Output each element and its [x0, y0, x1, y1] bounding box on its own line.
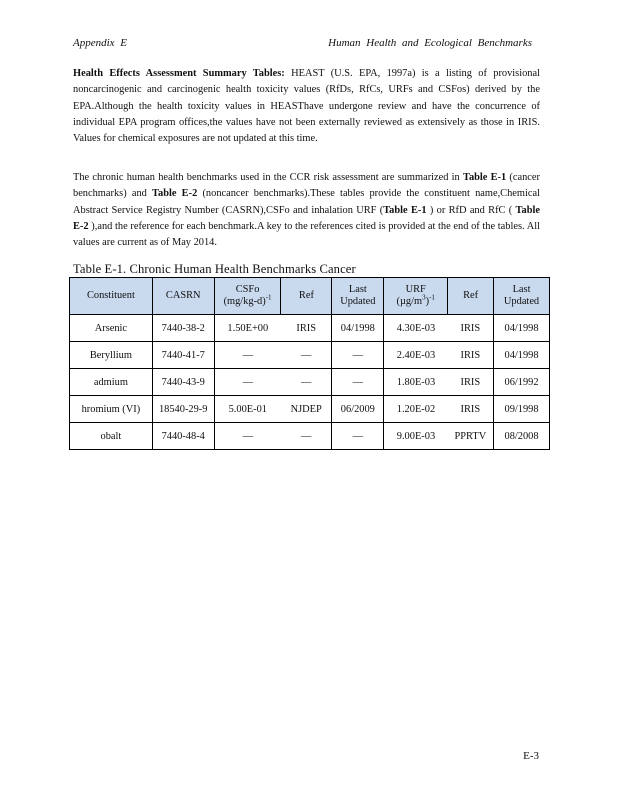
cell-casrn: 7440-38-2 [152, 315, 214, 342]
cell-ref-1: — [281, 342, 332, 369]
cell-csfo: 5.00E-01 [214, 396, 281, 423]
heast-paragraph [73, 66, 540, 147]
cell-ref-1: IRIS [281, 315, 332, 342]
cell-ref-1: — [281, 369, 332, 396]
cancer-benchmarks-table [69, 277, 550, 450]
p2-table-ref-2: Table E-2 [152, 188, 198, 200]
col-last-updated-2: Last Updated [494, 278, 550, 315]
heast-body: HEAST (U.S. EPA, 1997a) is a listing of provisional noncarcinogenic and carcinogenic health toxicity values (RfDs, RfCs, URFs and CSFos) derived by the EPA.Although the health toxicity values in HEASThave undergone review and have the concurrence of individual EPA program offices,the values have not been externally reviewed as extensively as those in IRIS. Values for chemical exposures are not updated at this time. [73, 68, 540, 145]
p2-text-2: (cancer benchmarks) and [73, 172, 540, 200]
col-last-updated-1: Last Updated [332, 278, 384, 315]
cell-ref-1: — [281, 423, 332, 450]
page-number: E-3 [523, 750, 539, 762]
cell-ref-2: IRIS [448, 396, 494, 423]
benchmarks-paragraph [73, 170, 540, 251]
cell-ref-2: IRIS [448, 315, 494, 342]
cell-csfo: — [214, 369, 281, 396]
cell-ref-1: NJDEP [281, 396, 332, 423]
table-row [70, 396, 550, 423]
cell-urf: 9.00E-03 [384, 423, 448, 450]
cell-updated-1: — [332, 342, 384, 369]
cell-csfo: 1.50E+00 [214, 315, 281, 342]
table-row [70, 315, 550, 342]
cell-urf: 1.20E-02 [384, 396, 448, 423]
cell-constituent: obalt [70, 423, 153, 450]
running-header-left: Appendix E [73, 37, 128, 49]
col-ref-1: Ref [281, 278, 332, 315]
cell-constituent: hromium (VI) [70, 396, 153, 423]
col-urf: URF $(\mu g/m^3)^{-1}$ [384, 278, 448, 315]
p2-table-ref-1: Table E-1 [462, 172, 507, 183]
cell-ref-2: IRIS [448, 342, 494, 369]
cell-ref-2: IRIS [448, 369, 494, 396]
cell-csfo: — [214, 342, 281, 369]
cell-constituent: Arsenic [70, 315, 153, 342]
col-casrn: CASRN [152, 278, 214, 315]
cell-urf: 1.80E-03 [384, 369, 448, 396]
table-row [70, 342, 550, 369]
cell-urf: 2.40E-03 [384, 342, 448, 369]
p2-table-ref-3: Table E-1 [383, 204, 427, 216]
cell-updated-2: 06/1992 [494, 369, 550, 396]
cell-casrn: 7440-43-9 [152, 369, 214, 396]
cell-csfo: — [214, 423, 281, 450]
cell-casrn: 7440-48-4 [152, 423, 214, 450]
cell-updated-1: 04/1998 [332, 315, 384, 342]
table-header-row [70, 278, 550, 315]
cell-casrn: 7440-41-7 [152, 342, 214, 369]
cell-updated-2: 09/1998 [494, 396, 550, 423]
cell-casrn: 18540-29-9 [152, 396, 214, 423]
heast-lead: Health Effects Assessment Summary Tables: [73, 68, 285, 79]
cell-updated-1: — [332, 369, 384, 396]
cell-constituent: Beryllium [70, 342, 153, 369]
cell-updated-2: 04/1998 [494, 315, 550, 342]
cell-updated-1: — [332, 423, 384, 450]
table-row [70, 369, 550, 396]
p2-text-1: The chronic human health benchmarks used in the CCR risk assessment are summarized in [73, 172, 463, 183]
cell-updated-1: 06/2009 [332, 396, 384, 423]
cell-constituent: admium [70, 369, 153, 396]
col-ref-2: Ref [448, 278, 494, 315]
cell-urf: 4.30E-03 [384, 315, 448, 342]
running-header-right: Human Health and Ecological Benchmarks [328, 37, 532, 49]
p2-text-4: ) or RfD and RfC ( [426, 204, 516, 216]
cell-updated-2: 08/2008 [494, 423, 550, 450]
p2-text-3: (noncancer benchmarks).These tables provide the constituent name,Chemical Abstract Service Registry Number (CASRN),CSFo and inhalation URF ( [73, 188, 540, 216]
col-csfo: CSFo $(mg/kg-d)^{-1}$ [214, 278, 281, 315]
p2-table-ref-4: Table E-2 [73, 204, 540, 232]
cell-updated-2: 04/1998 [494, 342, 550, 369]
table-caption: Table E-1. Chronic Human Health Benchmarks Cancer [73, 262, 356, 276]
cell-ref-2: PPRTV [448, 423, 494, 450]
col-constituent: Constituent [70, 278, 153, 315]
p2-text-5: ),and the reference for each benchmark.A key to the references cited is provided at the end of the tables. All values are current as of May 2014. [73, 220, 540, 249]
table-row [70, 423, 550, 450]
